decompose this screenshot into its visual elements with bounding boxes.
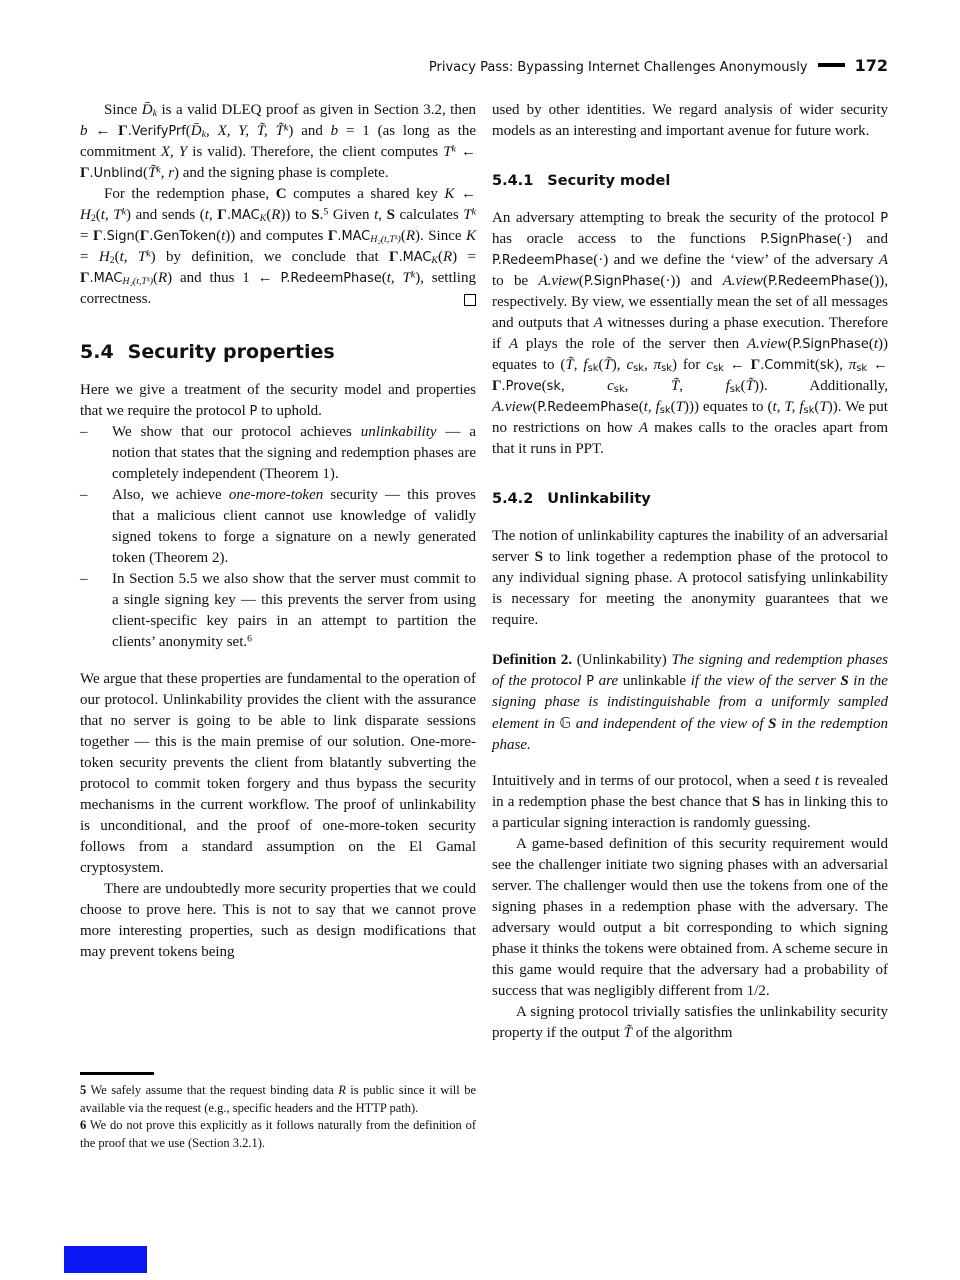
footnote-5: 5 We safely assume that the request binding data R is public since it will be available via the request (e.g., specific headers and the HTTP path). — [80, 1083, 476, 1115]
section-number: 5.4 — [80, 341, 114, 363]
footnotes — [80, 1072, 476, 1152]
footnote-6: 6 We do not prove this explicitly as it follows naturally from the definition of the proof that we use (Section 3.2.1). — [80, 1118, 476, 1150]
paragraph-proof-redemption: For the redemption phase, C computes a shared key K ← $H_2(t$, $T^k$) and sends (t, $\Gamma.MAC_K(R)$) to S.$^5$ Given t, S calculates $T^k$ = Γ.Sign(Γ.GenToken(t)) and computes $\Gamma.MAC_{H_2(t,Tᵏ)}(R)$. Since $K = H_2(t$, $T^k$) by definition, we conclude that $\Gamma.MAC_K(R) = \Gamma.MAC_{H_2(t,Tᵏ)}(R)$ and thus 1 ← P.RedeemPhase(t, $T^k$), settling correctness. — [80, 186, 477, 307]
footer-link-box[interactable] — [64, 1246, 147, 1273]
header-rule — [818, 63, 845, 67]
dash-bullet: – — [80, 571, 88, 587]
list-item — [80, 485, 476, 569]
subsection-title: Security model — [547, 173, 671, 189]
dash-bullet: – — [80, 424, 88, 440]
list-item-text: In Section 5.5 we also show that the server must commit to a single signing key — this prevents the server from using client-specific key pairs in an attempt to partition the clients’ anonymity set.$^6$ — [112, 571, 476, 650]
paragraph-unlinkability-intro: The notion of unlinkability captures the inability of an adversarial server S to link together a redemption phase of the protocol to any individual signing phase. A protocol satisfying unlinkability is necessary for meeting the anonymity guarantees that we require. — [492, 528, 888, 628]
list-item-text: We show that our protocol achieves unlinkability — a notion that states that the signing and redemption phases are completely independent (Theorem 1). — [112, 424, 476, 482]
running-title: Privacy Pass: Bypassing Internet Challenges Anonymously — [428, 60, 808, 75]
subsection-heading-541 — [492, 172, 888, 191]
page-number: 172 — [854, 56, 888, 75]
paragraph-more-properties: There are undoubtedly more security properties that we could choose to prove here. This is not to say that we cannot prove more interesting properties, such as design modifications that may prevent tokens being — [80, 881, 476, 960]
subsection-number: 5.4.1 — [492, 173, 534, 189]
paragraph-security-model: An adversary attempting to break the security of the protocol P has oracle access to the functions P.SignPhase(·) and P.RedeemPhase(·) and we define the ‘view’ of the adversary A to be A.view(P.SignPhase(·)) and A.view(P.RedeemPhase()), respectively. By view, we essentially mean the set of all messages and outputs that A witnesses during a phase execution. Therefore if A plays the role of the server then A.view(P.SignPhase(t)) equates to (T̃, $f_{sk}(T̃)$, $c_{sk}$, $\pi_{sk}$) for $c_{sk}$ ← Γ.Commit(sk), $\pi_{sk}$ ← Γ.Prove(sk, $c_{sk}$, T̃, $f_{sk}(T̃)$). Additionally, A.view(P.RedeemPhase(t, $f_{sk}(T)$)) equates to (t, T, $f_{sk}(T)$). We put no restrictions on how A makes calls to the oracles apart from that it runs in PPT. — [492, 210, 889, 457]
paragraph-future-work: used by other identities. We regard analysis of wider security models as an interesting and important avenue for future work. — [492, 102, 888, 139]
paragraph-proof-signing: Since $D̄_k$ is a valid DLEQ proof as given in Section 3.2, then b ← $\Gamma.VerifyPrf(D̄_k$, X, Y, T̃, T̃$^k$) and b = 1 (as long as the commitment X, Y is valid). Therefore, the client computes $T^k$ ← Γ.Unblind(T̃$^k$, r) and the signing phase is complete. — [80, 102, 477, 181]
list-item — [80, 569, 476, 653]
section-title: Security properties — [127, 341, 335, 363]
paragraph-game-definition: A game-based definition of this security requirement would see the challenger initiate two signing phases with an adversarial server. The challenger would then use the tokens from one of the signing phases in a redemption phase with the adversary. The adversary would output a bit corresponding to which signing phase it thinks the tokens were obtained from. A scheme secure in this game would require that the adversary had a probability of success that was negligibly different from 1/2. — [492, 836, 888, 999]
paragraph-properties-argument: We argue that these properties are fundamental to the operation of our protocol. Unlinkability provides the client with the assurance that no server is going to be able to link disparate sessions together — this is the main premise of our solution. One-more-token security prevents the client from blatantly subverting the protocol to commit token forgery and thus bypass the security mechanisms in the current workflow. The proof of unlinkability is unconditional, and the proof of one-more-token security follows from a standard assumption on the El Gamal cryptosystem. — [80, 671, 476, 876]
page-header — [0, 56, 888, 76]
list-item-text: Also, we achieve one-more-token security — this proves that a malicious client cannot use knowledge of validly signed tokens to forge a signature on a newly generated token (Theorem 2). — [112, 487, 476, 566]
left-column — [80, 100, 476, 963]
dash-bullet: – — [80, 487, 88, 503]
paragraph-intuition: Intuitively and in terms of our protocol, when a seed t is revealed in a redemption phase the best chance that S has in linking this to a particular signing interaction is randomly guessing. — [492, 773, 888, 831]
section-heading-54 — [80, 340, 476, 364]
paragraph-intro-security: Here we give a treatment of the security model and properties that we require the protocol P to uphold. — [80, 382, 476, 419]
subsection-heading-542 — [492, 490, 888, 509]
paragraph-trivial-protocol: A signing protocol trivially satisfies the unlinkability security property if the output T̃ of the algorithm — [492, 1004, 888, 1041]
subsection-title: Unlinkability — [547, 491, 651, 507]
subsection-number: 5.4.2 — [492, 491, 534, 507]
right-column — [492, 100, 888, 1044]
list-item — [80, 422, 476, 485]
property-list — [80, 422, 476, 653]
definition-2: Definition 2. (Unlinkability) The signing and redemption phases of the protocol P are unlinkable if the view of the server S in the signing phase is indistinguishable from a uniformly sampled element in 𝔾 and independent of the view of S in the redemption phase. — [492, 652, 888, 753]
footnote-rule — [80, 1072, 154, 1075]
